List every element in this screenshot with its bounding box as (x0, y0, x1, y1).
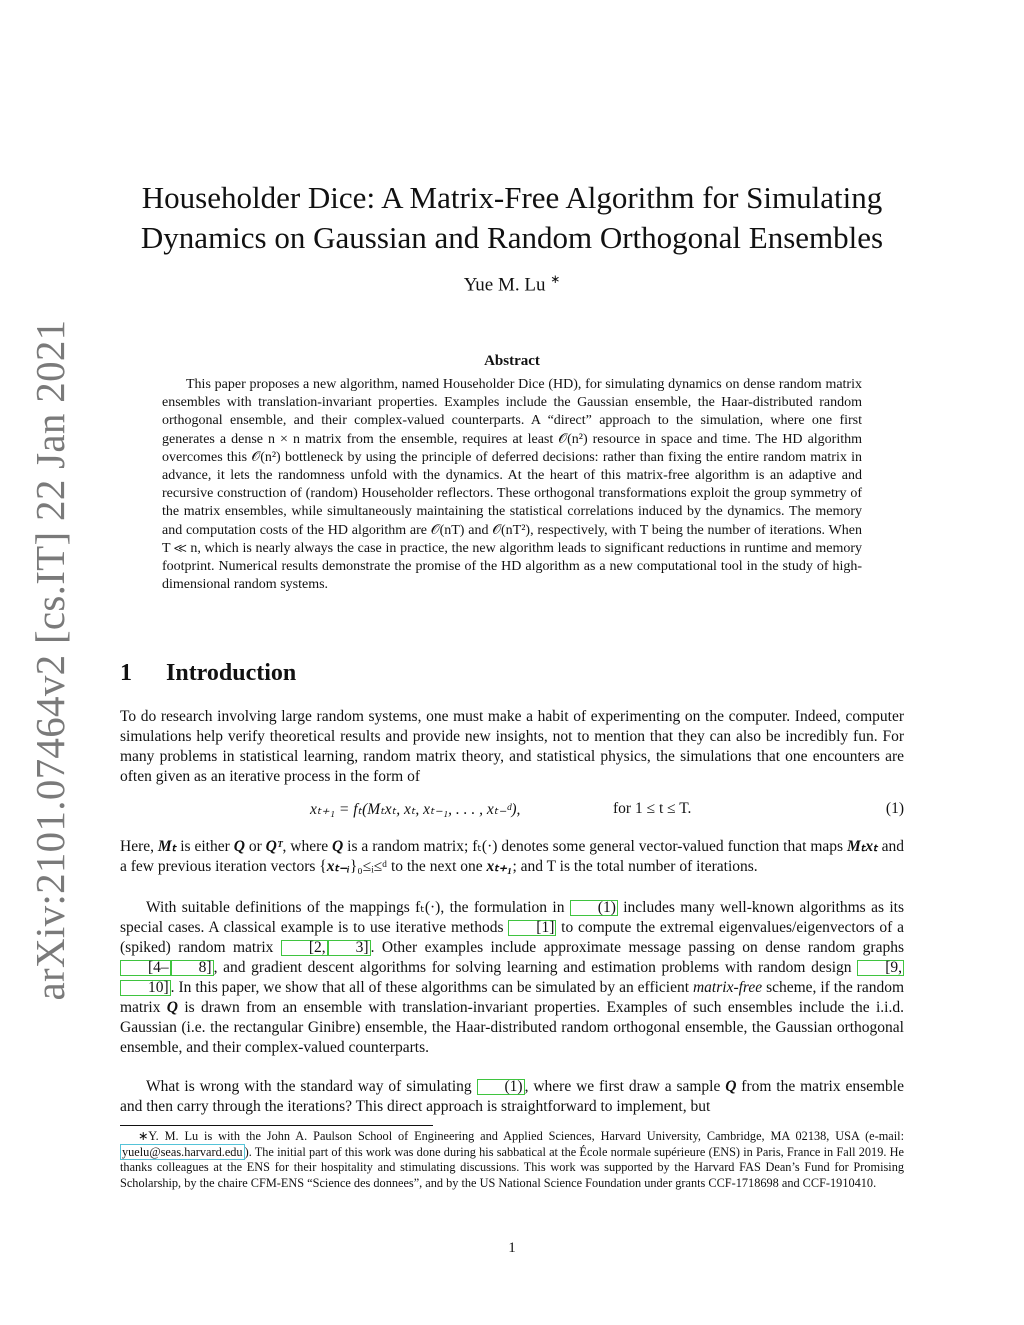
text: Here, (120, 838, 158, 855)
math-symbol: Mₜxₜ (847, 838, 878, 855)
equation-number: (1) (885, 800, 904, 817)
citation-link[interactable]: (1) (570, 900, 618, 916)
text: and a few previous iteration vectors { (120, 838, 904, 875)
math-symbol: xₜ₋ᵢ (326, 858, 350, 875)
math-symbol: Q (332, 838, 344, 855)
text: is a random matrix; fₜ(·) denotes some general vector-valued function that maps (343, 838, 847, 855)
text: ; and T is the total number of iterations. (512, 858, 758, 875)
math-symbol: Mₜ (157, 838, 177, 855)
page-number: 1 (508, 1240, 516, 1256)
equation-body: xₜ₊₁ = fₜ(Mₜxₜ, xₜ, xₜ₋₁, . . . , xₜ₋ᵈ), (310, 801, 521, 818)
abstract-text: This paper proposes a new algorithm, named Householder Dice (HD), for simulating dynamics on dense random matrix ensembles with translation-invariant properties. Examples include the Gaussian ensemble, the Haar-distributed random orthogonal ensemble, and their complex-valued counterparts. A “direct” approach to the simulation, where one first generates a dense n × n matrix from the ensemble, requires at least 𝒪(n²) resource in space and time. The HD algorithm overcomes this 𝒪(n²) bottleneck by using the principle of deferred decisions: rather than fixing the entire random matrix in advance, it lets the randomness unfold with the dynamics. At the heart of this matrix-free algorithm is an adaptive and recursive construction of (random) Householder reflectors. These orthogonal transformations exploit the group symmetry of the matrix ensembles, while simultaneously maintaining the statistical correlations induced by the dynamics. The memory and computation costs of the HD algorithm are 𝒪(nT) and 𝒪(nT²), respectively, with T being the number of iterations. When T ≪ n, which is nearly always the case in practice, the new algorithm leads to significant reductions in runtime and memory footprint. Numerical results demonstrate the promise of the HD algorithm as a new computational tool in the study of high-dimensional random systems. (162, 377, 862, 593)
text: With suitable definitions of the mappings fₜ(·), the formulation in (146, 899, 570, 916)
intro-paragraph-1: To do research involving large random systems, one must make a habit of experimenting on the computer. Indeed, computer simulations help verify theoretical results and provide new insights, not to mention that they can also be incredibly fun. For many problems in statistical learning, random matrix theory, and statistical physics, the simulations that one encounters are often given as an iterative process in the form of (120, 708, 904, 785)
footnote (120, 1129, 904, 1191)
citation-link[interactable]: [4– (120, 960, 171, 976)
text: , where (282, 838, 333, 855)
text: includes many well-known algorithms as its special cases. A classical example is to use iterative methods (120, 899, 904, 936)
text: , where we first draw a sample (524, 1078, 726, 1095)
intro-paragraph-2 (120, 837, 904, 877)
text: from the matrix ensemble and then carry through the iterations? This direct approach is straightforward to implement, but (120, 1078, 904, 1115)
citation-link[interactable]: (1) (477, 1079, 525, 1095)
citation-link[interactable]: [9, (857, 960, 904, 976)
text: . In this paper, we show that all of these algorithms can be simulated by an efficient (170, 979, 693, 996)
equation-1 (120, 800, 904, 822)
text: , and gradient descent algorithms for solving learning and estimation problems with random design (213, 959, 858, 976)
arxiv-identifier: arXiv:2101.07464v2 [cs.IT] 22 Jan 2021 (27, 319, 73, 1001)
section-title: Introduction (166, 660, 297, 686)
citation-link[interactable]: 8] (171, 960, 214, 976)
text: ∗Y. M. Lu is with the John A. Paulson School of Engineering and Applied Sciences, Harvard University, Cambridge, MA 02138, USA (e-mail: (138, 1129, 904, 1143)
author-name: Yue M. Lu (463, 274, 546, 296)
section-number: 1 (120, 660, 132, 686)
text: }₀≤ᵢ≤ᵈ to the next one (349, 858, 487, 875)
math-symbol: xₜ₊₁ (486, 858, 513, 875)
text: is either (176, 838, 234, 855)
section-heading (120, 660, 296, 687)
text: or (244, 838, 266, 855)
text: . Other examples include approximate message passing on dense random graphs (370, 939, 904, 956)
author-footnote-mark: ∗ (550, 272, 561, 286)
title-line-2: Dynamics on Gaussian and Random Orthogonal Ensembles (140, 220, 884, 255)
email-link[interactable]: yuelu@seas.harvard.edu (122, 1144, 243, 1159)
citation-link[interactable]: 3] (328, 940, 371, 956)
math-symbol: Q (166, 999, 178, 1016)
emphasis: matrix-free (692, 979, 763, 996)
text: to compute the extremal eigenvalues/eigenvectors of a (spiked) random matrix (120, 919, 904, 956)
equation-condition: for 1 ≤ t ≤ T. (613, 800, 692, 817)
author (110, 272, 914, 296)
text: ). The initial part of this work was done during his sabbatical at the École normale supérieure (ENS) in Paris, France in Fall 2019. He thanks colleagues at the ENS for their hospitality and stimulating discussions. This work was supported by the Harvard FAS Dean’s Fund for Promising Scholarship, by the chaire CFM-ENS “Science des donnees”, and by the US National Science Foundation under grants CCF-1718698 and CCF-1910410. (120, 1144, 904, 1190)
intro-paragraph-4 (120, 1077, 904, 1117)
math-symbol: Q (233, 838, 245, 855)
citation-link[interactable]: [1] (508, 920, 556, 936)
citation-link[interactable]: [2, (281, 940, 328, 956)
math-symbol: Q (725, 1078, 737, 1095)
math-symbol: Qᵀ (265, 838, 283, 855)
abstract-heading: Abstract (484, 353, 540, 369)
text: What is wrong with the standard way of simulating (146, 1078, 477, 1095)
citation-link[interactable]: 10] (120, 980, 171, 996)
text: is drawn from an ensemble with translation-invariant properties. Examples of such ensembles include the i.i.d. Gaussian (i.e. the rectangular Ginibre) ensemble, the Haar-distributed random orthogonal ensemble, the Gaussian orthogonal ensemble, and their complex-valued counterparts. (120, 999, 904, 1056)
title-line-1: Householder Dice: A Matrix-Free Algorithm for Simulating (141, 180, 883, 215)
intro-paragraph-3 (120, 898, 904, 1058)
footnote-rule (120, 1125, 433, 1126)
paper-title (110, 178, 914, 258)
text: scheme, if the random matrix (120, 979, 905, 1016)
